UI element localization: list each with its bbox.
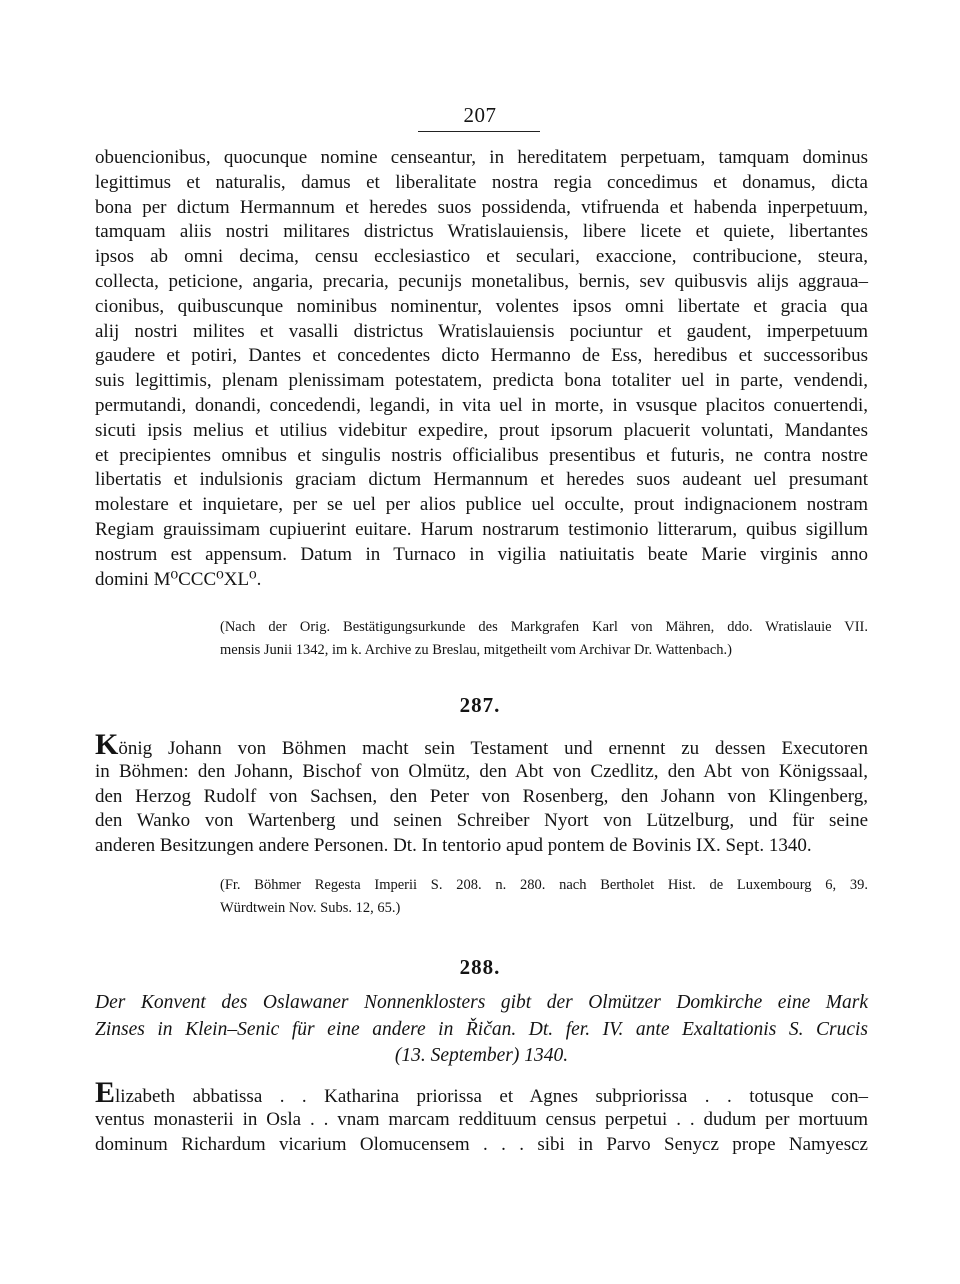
text-line: obuencionibus, quocunque nomine censeantur, in hereditatem perpetuam, tamquam dominus bbox=[95, 147, 868, 168]
text-line: nostrum est appensum. Datum in Turnaco in vigilia natiuitatis beate Marie virginis anno bbox=[95, 543, 868, 565]
text-line: tamquam aliis nostri militares districtus Wratislauiensis, libere licete et quiete, libertantes bbox=[95, 221, 868, 243]
heading-line: (13. September) 1340. bbox=[394, 1045, 569, 1066]
text-line: (Fr. Böhmer Regesta Imperii S. 208. n. 280. nach Bertholet Hist. de Luxembourg 6, 39. bbox=[220, 877, 868, 893]
document-287-regest bbox=[95, 728, 868, 859]
text-line: domini M⁰CCC⁰XL⁰. bbox=[95, 568, 262, 590]
document-288-body bbox=[95, 1076, 868, 1157]
text-line: suis legittimis, plenam plenissimam potestatem, predicta bona totaliter uel in parte, vendendi, bbox=[95, 370, 868, 392]
document-number-288: 288. bbox=[459, 955, 501, 979]
heading-line: Der Konvent des Oslawaner Nonnenklosters gibt der Olmützer Domkirche eine Mark bbox=[95, 992, 868, 1013]
text-line: bona per dictum Hermannum et heredes suos possidenda, vtifruenda et habenda inperpetuum, bbox=[95, 196, 868, 218]
text-line: cionibus, quibuscunque nominibus nominentur, volentes ipsos omni libertate et gracia qua bbox=[95, 295, 868, 317]
page-number: 207 bbox=[463, 103, 497, 127]
text-line: gaudere et potiri, Dantes et concedentes dicto Hermanno de Ess, heredibus et successoribus bbox=[95, 345, 868, 367]
text-line: den Wanko von Wartenberg und seinen Schreiber Nyort von Lützelburg, und für seine bbox=[95, 810, 868, 832]
body-first-line-text: lizabeth abbatissa . . Katharina priorissa et Agnes subpriorissa . . totusque con– bbox=[115, 1086, 868, 1107]
document-286-source-note bbox=[220, 616, 868, 662]
text-line: ipsos ab omni decima, censu ecclesiastico et seculari, exaccione, contribucione, steura, bbox=[95, 246, 868, 268]
text-line: libertatis et indulsionis graciam dictum Hermannum et heredes suos audeant uel presumant bbox=[95, 469, 868, 491]
text-line: den Herzog Rudolf von Sachsen, den Peter von Rosenberg, den Johann von Klingenberg, bbox=[95, 785, 868, 807]
text-line: dominum Richardum vicarium Olomucensem . . . sibi in Parvo Senycz prope Namyescz bbox=[95, 1133, 868, 1155]
text-line: (Nach der Orig. Bestätigungsurkunde des Markgrafen Karl von Mähren, ddo. Wratislauie VII. bbox=[220, 619, 868, 635]
text-line: Würdtwein Nov. Subs. 12, 65.) bbox=[220, 900, 401, 916]
text-line: molestare et inquietare, per se uel per alios publice uel occulte, prout indignacionem nostram bbox=[95, 494, 868, 516]
document-number-287: 287. bbox=[459, 693, 501, 717]
text-line: collecta, peticione, angaria, precaria, pecunijs monetalibus, bernis, sev quibusvis alijs aggraua– bbox=[95, 270, 868, 292]
text-line: legittimus et naturalis, damus et liberalitate nostra regia concedimus et donamus, dicta bbox=[95, 171, 868, 193]
regest-first-line bbox=[95, 728, 868, 761]
body-first-line bbox=[95, 1076, 868, 1109]
initial-letter: K bbox=[95, 728, 119, 761]
text-line: permutandi, donandi, concedendi, legandi, in vita uel in morte, in vsusque placitos conuertendi, bbox=[95, 394, 868, 416]
document-286-body bbox=[95, 146, 868, 592]
document-287-source-note bbox=[220, 874, 868, 920]
text-line: et precipientes omnibus et singulis nostris officialibus presentibus et futuris, ne contra nostre bbox=[95, 444, 868, 466]
text-line: in Böhmen: den Johann, Bischof von Olmütz, den Abt von Czedlitz, den Abt von Königssaal, bbox=[95, 760, 868, 782]
text-line: mensis Junii 1342, im k. Archive zu Breslau, mitgetheilt vom Archivar Dr. Wattenbach.) bbox=[220, 642, 733, 658]
initial-letter: E bbox=[95, 1076, 116, 1109]
text-line: Regiam grauissimam cupiuerint euitare. Harum nostrarum testimonio litterarum, quibus sigillum bbox=[95, 518, 868, 540]
regest-first-line-text: önig Johann von Böhmen macht sein Testament und ernennt zu dessen Executoren bbox=[118, 738, 868, 759]
text-line: sicuti ipsis melius et utilius videbitur expedire, prout ipsorum placuerit voluntati, Mandantes bbox=[95, 419, 868, 441]
document-288-heading bbox=[95, 990, 868, 1070]
text-line: anderen Besitzungen andere Personen. Dt. In tentorio apud pontem de Bovinis IX. Sept. 1340. bbox=[95, 835, 812, 857]
text-line: ventus monasterii in Osla . . vnam marcam reddituum census perpetui . . dudum per mortuum bbox=[95, 1108, 868, 1130]
text-line: alij nostri milites et vasalli districtus Wratislauiensis pociuntur et gaudent, imperpetuum bbox=[95, 320, 868, 342]
heading-line: Zinses in Klein–Senic für eine andere in Řičan. Dt. fer. IV. ante Exaltationis S. Crucis bbox=[95, 1018, 868, 1040]
header-rule bbox=[418, 131, 540, 132]
